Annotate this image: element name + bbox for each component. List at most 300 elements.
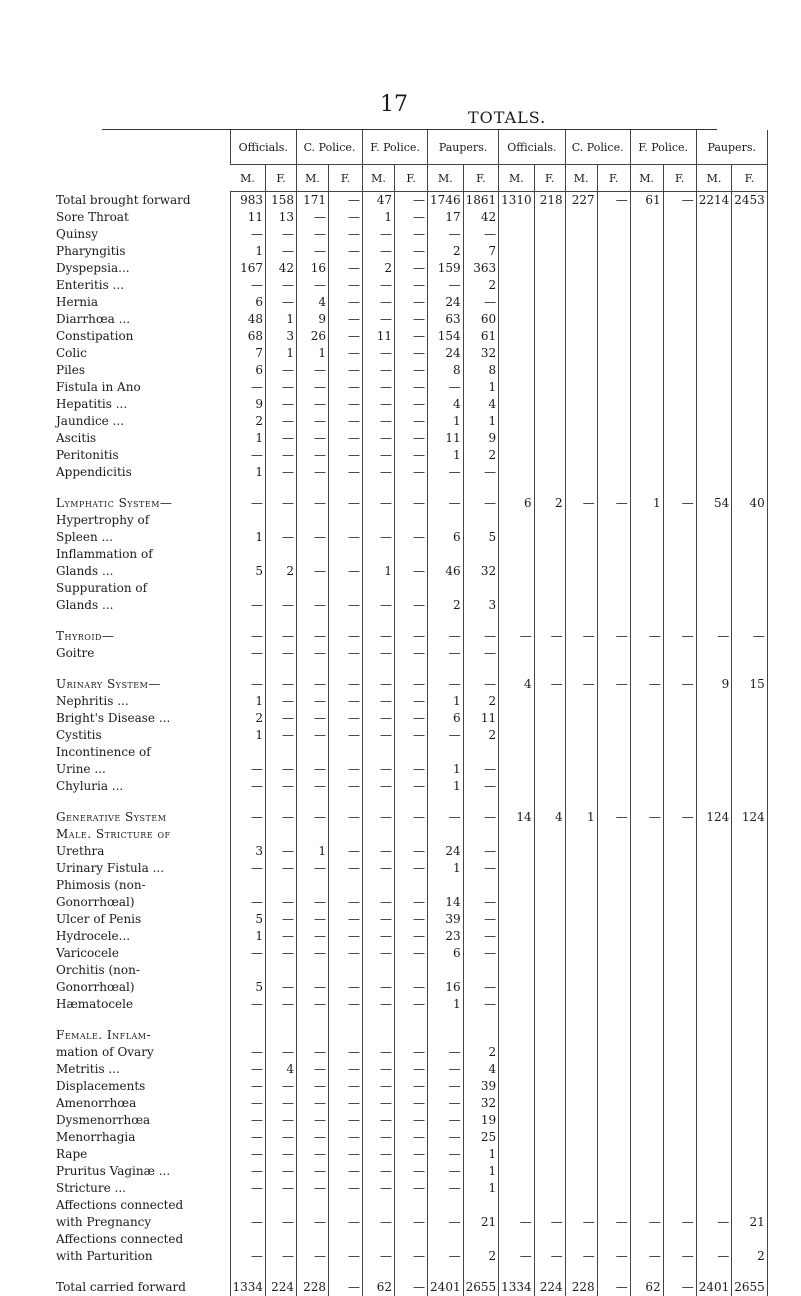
cell-value — [696, 345, 732, 362]
cell-value — [630, 877, 663, 894]
cell-value — [597, 727, 630, 744]
cell-value — [630, 1180, 663, 1197]
row-label: Hernia — [54, 294, 230, 311]
cell-value — [565, 1078, 597, 1095]
cell-value: — — [230, 860, 266, 877]
cell-value: — — [329, 693, 363, 710]
cell-value — [499, 546, 535, 563]
cell-value: — — [266, 693, 297, 710]
cell-value — [663, 744, 696, 761]
cell-value — [499, 826, 535, 843]
cell-value — [363, 1231, 395, 1248]
cell-value — [630, 481, 663, 495]
row-label: Glands ... — [54, 597, 230, 614]
cell-value — [732, 826, 768, 843]
cell-value — [565, 328, 597, 345]
cell-value — [534, 778, 565, 795]
cell-value — [565, 294, 597, 311]
cell-value: — — [597, 1248, 630, 1265]
cell-value — [696, 877, 732, 894]
cell-value — [597, 481, 630, 495]
cell-value — [565, 996, 597, 1013]
cell-value: — — [428, 277, 464, 294]
cell-value — [395, 546, 428, 563]
cell-value — [630, 226, 663, 243]
cell-value — [395, 580, 428, 597]
cell-value — [565, 597, 597, 614]
cell-value — [696, 1112, 732, 1129]
cell-value: — — [363, 979, 395, 996]
cell-value: — — [230, 1248, 266, 1265]
cell-value — [565, 693, 597, 710]
cell-value — [499, 1078, 535, 1095]
cell-value: — — [428, 1180, 464, 1197]
cell-value — [534, 1265, 565, 1279]
cell-value — [565, 979, 597, 996]
cell-value — [565, 563, 597, 580]
sex-header-male: M. — [565, 165, 597, 192]
cell-value — [696, 1265, 732, 1279]
cell-value — [630, 962, 663, 979]
cell-value: — — [266, 761, 297, 778]
cell-value: — — [395, 209, 428, 226]
cell-value — [363, 877, 395, 894]
cell-value — [534, 243, 565, 260]
cell-value — [499, 580, 535, 597]
cell-value — [565, 1231, 597, 1248]
cell-value — [732, 710, 768, 727]
cell-value: — — [329, 809, 363, 826]
cell-value — [696, 826, 732, 843]
cell-value — [230, 1197, 266, 1214]
table-row — [54, 1248, 767, 1265]
cell-value: 2 — [463, 693, 499, 710]
table-row — [54, 362, 767, 379]
cell-value — [696, 413, 732, 430]
row-label: Incontinence of — [54, 744, 230, 761]
cell-value: — — [395, 727, 428, 744]
cell-value: — — [630, 809, 663, 826]
cell-value: 63 — [428, 311, 464, 328]
cell-value: — — [266, 277, 297, 294]
cell-value — [696, 243, 732, 260]
table-row — [54, 396, 767, 413]
cell-value — [499, 962, 535, 979]
cell-value — [499, 1044, 535, 1061]
cell-value — [630, 1146, 663, 1163]
cell-value — [597, 260, 630, 277]
cell-value: 32 — [463, 1095, 499, 1112]
cell-value: — — [463, 294, 499, 311]
cell-value: — — [663, 1279, 696, 1296]
cell-value: 983 — [230, 192, 266, 210]
cell-value — [696, 945, 732, 962]
cell-value: — — [428, 1112, 464, 1129]
cell-value — [597, 209, 630, 226]
header-blank — [54, 165, 230, 192]
cell-value — [732, 362, 768, 379]
cell-value: 7 — [230, 345, 266, 362]
cell-value: — — [395, 243, 428, 260]
cell-value: 26 — [297, 328, 329, 345]
cell-value: — — [363, 1180, 395, 1197]
cell-value: 15 — [732, 676, 768, 693]
cell-value — [597, 795, 630, 809]
cell-value: 2 — [266, 563, 297, 580]
cell-value: — — [230, 447, 266, 464]
cell-value: 42 — [463, 209, 499, 226]
cell-value: — — [329, 1061, 363, 1078]
cell-value: — — [363, 911, 395, 928]
table-row — [54, 580, 767, 597]
cell-value — [663, 580, 696, 597]
cell-value — [463, 614, 499, 628]
cell-value — [732, 1180, 768, 1197]
cell-value: — — [297, 1112, 329, 1129]
cell-value: — — [363, 1095, 395, 1112]
cell-value — [565, 447, 597, 464]
row-label: with Parturition — [54, 1248, 230, 1265]
cell-value — [463, 744, 499, 761]
cell-value: — — [266, 495, 297, 512]
cell-value — [597, 464, 630, 481]
cell-value: — — [266, 597, 297, 614]
cell-value: — — [696, 1214, 732, 1231]
cell-value: — — [463, 809, 499, 826]
cell-value: — — [329, 628, 363, 645]
cell-value: — — [297, 727, 329, 744]
group-header: Paupers. — [696, 130, 767, 165]
cell-value: 2 — [463, 1044, 499, 1061]
cell-value — [499, 662, 535, 676]
row-label: Male. Stricture of — [54, 826, 230, 843]
cell-value — [266, 744, 297, 761]
cell-value: — — [297, 945, 329, 962]
cell-value: 224 — [266, 1279, 297, 1296]
cell-value: — — [329, 192, 363, 210]
cell-value — [732, 1265, 768, 1279]
cell-value — [696, 430, 732, 447]
cell-value — [696, 294, 732, 311]
cell-value — [663, 795, 696, 809]
cell-value: — — [565, 1248, 597, 1265]
cell-value: — — [428, 1214, 464, 1231]
cell-value — [597, 1095, 630, 1112]
cell-value — [534, 1197, 565, 1214]
cell-value — [663, 546, 696, 563]
cell-value: — — [266, 1180, 297, 1197]
cell-value — [696, 311, 732, 328]
cell-value — [565, 1129, 597, 1146]
cell-value — [395, 826, 428, 843]
cell-value — [230, 744, 266, 761]
cell-value — [534, 1146, 565, 1163]
cell-value — [663, 597, 696, 614]
cell-value — [565, 396, 597, 413]
cell-value — [534, 962, 565, 979]
cell-value: — — [329, 911, 363, 928]
cell-value: — — [395, 1180, 428, 1197]
cell-value: — — [395, 495, 428, 512]
cell-value — [428, 481, 464, 495]
cell-value — [230, 1231, 266, 1248]
cell-value — [696, 860, 732, 877]
cell-value: — — [597, 1214, 630, 1231]
cell-value — [534, 546, 565, 563]
cell-value: 1 — [266, 311, 297, 328]
cell-value — [732, 662, 768, 676]
cell-value — [597, 1112, 630, 1129]
cell-value — [428, 1197, 464, 1214]
cell-value: — — [395, 676, 428, 693]
cell-value: — — [266, 1129, 297, 1146]
cell-value — [663, 1027, 696, 1044]
cell-value: — — [297, 1163, 329, 1180]
cell-value: 40 — [732, 495, 768, 512]
row-label: Goitre — [54, 645, 230, 662]
cell-value: 1 — [363, 563, 395, 580]
cell-value — [297, 512, 329, 529]
cell-value — [696, 1180, 732, 1197]
cell-value — [663, 1061, 696, 1078]
cell-value — [428, 744, 464, 761]
cell-value — [266, 877, 297, 894]
cell-value: — — [329, 979, 363, 996]
cell-value — [363, 1265, 395, 1279]
cell-value — [597, 447, 630, 464]
cell-value: — — [630, 676, 663, 693]
cell-value: — — [266, 294, 297, 311]
table-row — [54, 546, 767, 563]
cell-value — [499, 447, 535, 464]
row-label: Affections connected — [54, 1197, 230, 1214]
cell-value: — — [363, 710, 395, 727]
cell-value: — — [395, 710, 428, 727]
table-row — [54, 226, 767, 243]
cell-value — [428, 662, 464, 676]
cell-value: 6 — [230, 294, 266, 311]
table-row — [54, 512, 767, 529]
cell-value — [534, 481, 565, 495]
cell-value — [732, 1027, 768, 1044]
cell-value — [534, 894, 565, 911]
cell-value: 23 — [428, 928, 464, 945]
cell-value — [663, 860, 696, 877]
cell-value: — — [266, 979, 297, 996]
cell-value — [499, 860, 535, 877]
cell-value — [534, 744, 565, 761]
cell-value — [499, 512, 535, 529]
table-row — [54, 1265, 767, 1279]
cell-value: — — [297, 529, 329, 546]
cell-value: 8 — [463, 362, 499, 379]
cell-value — [565, 243, 597, 260]
cell-value: — — [297, 894, 329, 911]
cell-value: — — [266, 645, 297, 662]
cell-value: 2 — [363, 260, 395, 277]
cell-value — [663, 209, 696, 226]
row-label — [54, 1265, 230, 1279]
cell-value — [597, 294, 630, 311]
cell-value — [732, 744, 768, 761]
sex-header-male: M. — [230, 165, 266, 192]
cell-value — [266, 614, 297, 628]
cell-value — [597, 1231, 630, 1248]
cell-value — [630, 277, 663, 294]
cell-value: 1 — [428, 778, 464, 795]
cell-value — [565, 580, 597, 597]
cell-value: — — [329, 260, 363, 277]
cell-value — [696, 645, 732, 662]
cell-value — [395, 744, 428, 761]
cell-value: — — [266, 529, 297, 546]
cell-value: 5 — [463, 529, 499, 546]
cell-value — [329, 1197, 363, 1214]
cell-value: — — [266, 226, 297, 243]
cell-value — [565, 843, 597, 860]
table-row — [54, 809, 767, 826]
table-row — [54, 1180, 767, 1197]
cell-value — [329, 877, 363, 894]
cell-value — [534, 294, 565, 311]
cell-value — [534, 1163, 565, 1180]
row-label: Peritonitis — [54, 447, 230, 464]
cell-value — [630, 1061, 663, 1078]
cell-value — [329, 1027, 363, 1044]
cell-value — [663, 311, 696, 328]
cell-value — [499, 362, 535, 379]
table-row — [54, 1061, 767, 1078]
cell-value — [663, 345, 696, 362]
cell-value: — — [230, 1061, 266, 1078]
cell-value: — — [266, 860, 297, 877]
cell-value — [630, 379, 663, 396]
cell-value — [297, 662, 329, 676]
cell-value — [630, 1163, 663, 1180]
cell-value: — — [230, 778, 266, 795]
row-label: Lymphatic System— — [54, 495, 230, 512]
cell-value — [630, 894, 663, 911]
cell-value — [428, 1231, 464, 1248]
cell-value — [534, 311, 565, 328]
cell-value: — — [395, 945, 428, 962]
cell-value — [297, 614, 329, 628]
cell-value: 1 — [428, 860, 464, 877]
cell-value: — — [428, 809, 464, 826]
cell-value — [297, 546, 329, 563]
cell-value: — — [297, 645, 329, 662]
cell-value — [696, 512, 732, 529]
table-row — [54, 1044, 767, 1061]
row-label: Gonorrhœal) — [54, 894, 230, 911]
table-row — [54, 761, 767, 778]
cell-value: 1 — [463, 413, 499, 430]
cell-value: — — [395, 843, 428, 860]
cell-value: 154 — [428, 328, 464, 345]
cell-value: 218 — [534, 192, 565, 210]
table-row — [54, 894, 767, 911]
cell-value — [266, 481, 297, 495]
cell-value — [630, 1112, 663, 1129]
cell-value: — — [463, 495, 499, 512]
cell-value: — — [266, 894, 297, 911]
cell-value — [732, 860, 768, 877]
row-label: Rape — [54, 1146, 230, 1163]
table-row — [54, 710, 767, 727]
cell-value — [534, 563, 565, 580]
cell-value — [534, 597, 565, 614]
table-row — [54, 693, 767, 710]
sex-header-female: F. — [597, 165, 630, 192]
cell-value — [565, 362, 597, 379]
cell-value — [663, 1112, 696, 1129]
cell-value: 2 — [463, 1248, 499, 1265]
cell-value — [597, 645, 630, 662]
cell-value: — — [266, 464, 297, 481]
cell-value: — — [266, 809, 297, 826]
cell-value — [266, 1027, 297, 1044]
table-row — [54, 996, 767, 1013]
cell-value — [565, 345, 597, 362]
cell-value — [534, 1078, 565, 1095]
cell-value — [696, 662, 732, 676]
cell-value: — — [363, 396, 395, 413]
cell-value — [297, 962, 329, 979]
cell-value — [565, 464, 597, 481]
cell-value — [395, 614, 428, 628]
cell-value: — — [329, 277, 363, 294]
cell-value — [565, 546, 597, 563]
cell-value — [630, 597, 663, 614]
cell-value: — — [329, 413, 363, 430]
cell-value: — — [395, 447, 428, 464]
cell-value: — — [363, 628, 395, 645]
cell-value — [499, 761, 535, 778]
cell-value: — — [297, 430, 329, 447]
cell-value: — — [329, 396, 363, 413]
row-label: Metritis ... — [54, 1061, 230, 1078]
cell-value: — — [297, 464, 329, 481]
cell-value: — — [395, 1163, 428, 1180]
cell-value — [297, 744, 329, 761]
cell-value — [663, 614, 696, 628]
cell-value: 124 — [732, 809, 768, 826]
cell-value — [534, 877, 565, 894]
cell-value: — — [395, 979, 428, 996]
cell-value — [663, 1078, 696, 1095]
group-header: F. Police. — [630, 130, 696, 165]
cell-value — [499, 1129, 535, 1146]
cell-value — [266, 1197, 297, 1214]
cell-value — [230, 877, 266, 894]
cell-value: — — [565, 676, 597, 693]
cell-value: 61 — [463, 328, 499, 345]
table-row — [54, 1231, 767, 1248]
cell-value: — — [230, 945, 266, 962]
cell-value — [663, 826, 696, 843]
row-label: Hypertrophy of — [54, 512, 230, 529]
cell-value — [428, 1265, 464, 1279]
cell-value — [230, 1027, 266, 1044]
cell-value — [696, 1129, 732, 1146]
cell-value — [597, 430, 630, 447]
table-row — [54, 1279, 767, 1296]
cell-value: — — [395, 563, 428, 580]
cell-value — [630, 693, 663, 710]
cell-value — [363, 614, 395, 628]
cell-value — [266, 546, 297, 563]
cell-value — [732, 447, 768, 464]
